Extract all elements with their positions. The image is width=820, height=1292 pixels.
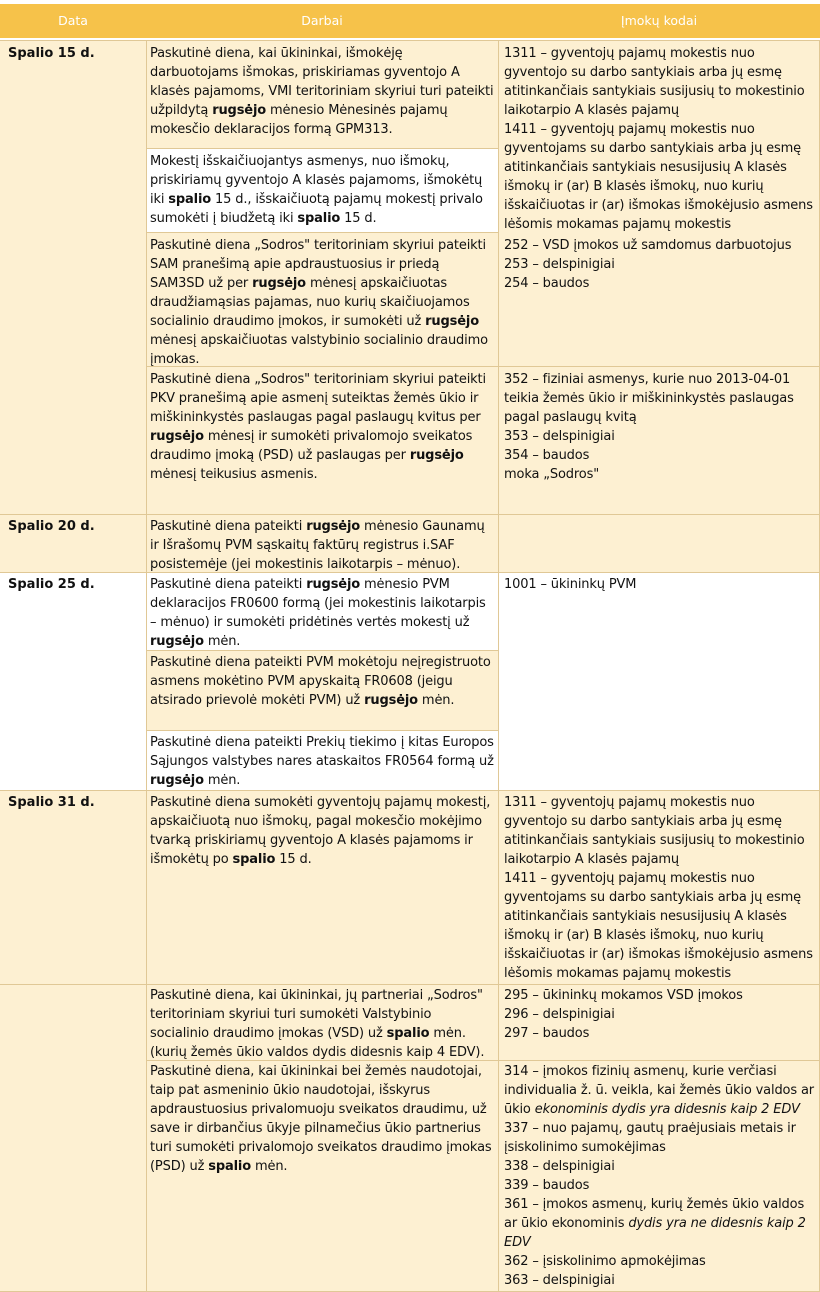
code-line: 1311 – gyventojų pajamų mokestis nuo gyventojo su darbo santykiais arba jų esmę atitinkančiais santykiais susijusių to mokestinio laikotarpio A klasės pajamų [504, 795, 805, 867]
grid-line [498, 40, 499, 1292]
row-bg-25-codes [498, 572, 820, 790]
header-date: Data [0, 4, 146, 38]
code-text-italic: ekonominis dydis yra didesnis kaip 2 EDV [534, 1102, 800, 1117]
code-line: 338 – delspinigiai [504, 1159, 615, 1174]
grid-line [0, 984, 820, 985]
grid-line [0, 790, 820, 791]
codes-cell [501, 1062, 819, 1290]
work-month: rugsėjo [252, 276, 306, 291]
work-text: mėn. [417, 693, 455, 708]
work-text: Paskutinė diena pateikti [150, 519, 307, 534]
work-item [147, 733, 497, 790]
code-line: 295 – ūkininkų mokamos VSD įmokos [504, 988, 743, 1003]
work-text: 15 d., išskaičiuotą pajamų mokestį privalo sumokėti į biudžetą iki [150, 192, 483, 226]
grid-line [0, 514, 820, 515]
work-text: Paskutinė diena „Sodros" teritoriniam skyriui pateikti SAM pranešimą apie apdraustuosius ir priedą SAM3SD už per [150, 238, 486, 291]
code-line: 337 – nuo pajamų, gautų praėjusiais metais ir įsiskolinimo sumokėjimas [504, 1121, 796, 1155]
date-oct-20: Spalio 20 d. [8, 519, 95, 534]
work-month: rugsėjo [306, 577, 361, 592]
work-text: mėnesio Gaunamų ir Išrašomų PVM sąskaitų faktūrų registrus i.SAF posistemėje (jei mokestinis laikotarpis – mėnuo). [150, 519, 485, 572]
row-bg-15-date [0, 40, 146, 514]
grid-line [146, 232, 498, 233]
work-text: mėnesio Mėnesinės pajamų mokesčio deklaracijos formą GPM313. [150, 103, 448, 137]
work-text: Paskutinė diena pateikti PVM mokėtoju neįregistruoto asmens mokėtino PVM apyskaitą FR0608 (jeigu atsirado prievolė mokėti PVM) už [150, 655, 491, 708]
work-month: spalio [386, 1026, 430, 1041]
code-line: 254 – baudos [504, 276, 590, 291]
work-text: mėn. [203, 634, 241, 649]
work-text: Mokestį išskaičiuojantys asmenys, nuo išmokų, priskiriamų gyventojo A klasės pajamoms, išmokėtų iki [150, 154, 483, 207]
code-line: 296 – delspinigiai [504, 1007, 615, 1022]
code-line: 297 – baudos [504, 1026, 590, 1041]
work-month: rugsėjo [425, 314, 480, 329]
work-month: spalio [297, 211, 341, 226]
work-item [147, 152, 497, 228]
work-text: Paskutinė diena pateikti Prekių tiekimo į kitas Europos Sąjungos valstybes nares ataskaitos FR0564 formą už [150, 735, 494, 769]
work-month: rugsėjo [212, 103, 267, 118]
row-bg-25-date [0, 572, 146, 790]
work-text: mėn. [203, 773, 241, 788]
work-month: rugsėjo [150, 429, 204, 444]
code-line: 252 – VSD įmokos už samdomus darbuotojus [504, 238, 792, 253]
code-line: 354 – baudos [504, 448, 590, 463]
code-line: 1001 – ūkininkų PVM [504, 577, 637, 592]
code-line: 1411 – gyventojų pajamų mokestis nuo gyventojams su darbo santykiais arba jų esmę atitinkančiais santykiais nesusijusių A klasės išmokų ir (ar) B klasės išmokų, nuo kurių išskaičiuotas ir (ar) išmokas išmokėjusio asmens lėšomis mokamas pajamų mokestis [504, 122, 813, 232]
work-month: rugsėjo [306, 519, 361, 534]
work-month: spalio [232, 852, 276, 867]
work-month: rugsėjo [364, 693, 418, 708]
work-month: rugsėjo [409, 448, 464, 463]
work-text: mėnesio PVM deklaracijos FR0600 formą (jei mokestinis laikotarpis – mėnuo) ir sumokėti pridėtinės vertės mokestį už [150, 577, 486, 630]
work-month: spalio [168, 192, 212, 207]
work-item [147, 44, 497, 139]
work-text: mėn. (kurių žemės ūkio valdos dydis didesnis kaip 4 EDV). [150, 1026, 485, 1060]
code-line: 253 – delspinigiai [504, 257, 615, 272]
code-line: 363 – delspinigiai [504, 1273, 615, 1288]
work-text: Paskutinė diena pateikti [150, 577, 307, 592]
work-text: 15 d. [275, 852, 312, 867]
work-item [147, 236, 497, 369]
work-item [147, 1062, 497, 1176]
work-item [147, 653, 497, 710]
work-item [147, 517, 497, 574]
codes-cell [501, 370, 819, 484]
header-codes: Įmokų kodai [498, 4, 820, 38]
date-oct-25: Spalio 25 d. [8, 577, 95, 592]
code-line: 353 – delspinigiai [504, 429, 615, 444]
code-text: 361 – įmokos asmenų, kurių žemės ūkio valdos ar ūkio ekonominis [504, 1197, 805, 1231]
grid-line [146, 148, 498, 149]
work-text: mėnesį apskaičiuotas draudžiamąsias pajamas, nuo kurių skaičiuojamos socialinio draudimo įmokos, ir sumokėti už [150, 276, 470, 329]
work-item [147, 575, 497, 651]
grid-line [146, 730, 498, 731]
code-line [504, 1062, 816, 1119]
work-month: rugsėjo [150, 773, 204, 788]
codes-cell [501, 236, 819, 293]
work-item [147, 793, 497, 869]
codes-cell [501, 44, 819, 234]
work-month: spalio [208, 1159, 251, 1174]
work-text: mėnesį apskaičiuotas valstybinio socialinio draudimo įmokas. [150, 333, 488, 367]
work-text: mėnesį ir sumokėti privalomojo sveikatos draudimo įmoką (PSD) už paslaugas per [150, 429, 473, 463]
work-text: Paskutinė diena sumokėti gyventojų pajamų mokestį, apskaičiuotą nuo išmokų, pagal mokesčio mokėjimo tvarką priskiriamų gyventojo A klasės pajamoms ir išmokėtų po [150, 795, 491, 867]
codes-cell [501, 793, 819, 983]
code-text-italic: dydis yra ne didesnis kaip 2 EDV [504, 1216, 806, 1250]
work-text: Paskutinė diena, kai ūkininkai, išmokėję darbuotojams išmokas, priskiriamas gyventojo A klasės pajamoms, VMI teritoriniam skyriui turi pateikti užpildytą [150, 46, 494, 118]
codes-cell [501, 986, 819, 1043]
code-line [504, 1195, 816, 1252]
work-text: Paskutinė diena, kai ūkininkai bei žemės naudotojai, taip pat asmeninio ūkio naudotojai, išskyrus apdraustuosius privalomuoju sveikatos draudimu, už save ir dirbančius ūkyje pilnamečius ūkio partnerius turi sumokėti privalomojo sveikatos draudimo įmokas (PSD) už [150, 1064, 492, 1174]
code-line: 362 – įsiskolinimo apmokėjimas [504, 1254, 706, 1269]
work-text: Paskutinė diena, kai ūkininkai, jų partneriai „Sodros" teritoriniam skyriui turi sumokėti Valstybinio socialinio draudimo įmokas (VSD) už [150, 988, 483, 1041]
grid-line [0, 40, 820, 41]
code-line: 352 – fiziniai asmenys, kurie nuo 2013-04-01 teikia žemės ūkio ir miškininkystės paslaugas pagal paslaugų kvitą [504, 372, 794, 425]
code-line: moka „Sodros" [504, 467, 600, 482]
codes-cell [501, 575, 819, 594]
work-text: 15 d. [340, 211, 377, 226]
header-work: Darbai [146, 4, 498, 38]
work-item [147, 370, 497, 484]
work-text: mėnesį teikusius asmenis. [150, 467, 318, 482]
date-oct-15: Spalio 15 d. [8, 46, 95, 61]
work-text: mėn. [251, 1159, 288, 1174]
code-line: 339 – baudos [504, 1178, 590, 1193]
date-oct-31: Spalio 31 d. [8, 795, 95, 810]
code-line: 1311 – gyventojų pajamų mokestis nuo gyventojo su darbo santykiais arba jų esmę atitinkančiais santykiais susijusių to mokestinio laikotarpio A klasės pajamų [504, 46, 805, 118]
work-item [147, 986, 497, 1062]
work-text: Paskutinė diena „Sodros" teritoriniam skyriui pateikti PKV pranešimą apie asmenį suteiktas žemės ūkio ir miškininkystės paslaugas pagal paslaugų kvitus per [150, 372, 486, 425]
work-month: rugsėjo [150, 634, 204, 649]
code-text: 314 – įmokos fizinių asmenų, kurie verčiasi individualia ž. ū. veikla, kai žemės ūkio valdos ar ūkio [504, 1064, 814, 1117]
code-line: 1411 – gyventojų pajamų mokestis nuo gyventojams su darbo santykiais arba jų esmę atitinkančiais santykiais nesusijusių A klasės išmokų ir (ar) B klasės išmokų, nuo kurių išskaičiuotas ir (ar) išmokas išmokėjusio asmens lėšomis mokamas pajamų mokestis [504, 871, 813, 981]
